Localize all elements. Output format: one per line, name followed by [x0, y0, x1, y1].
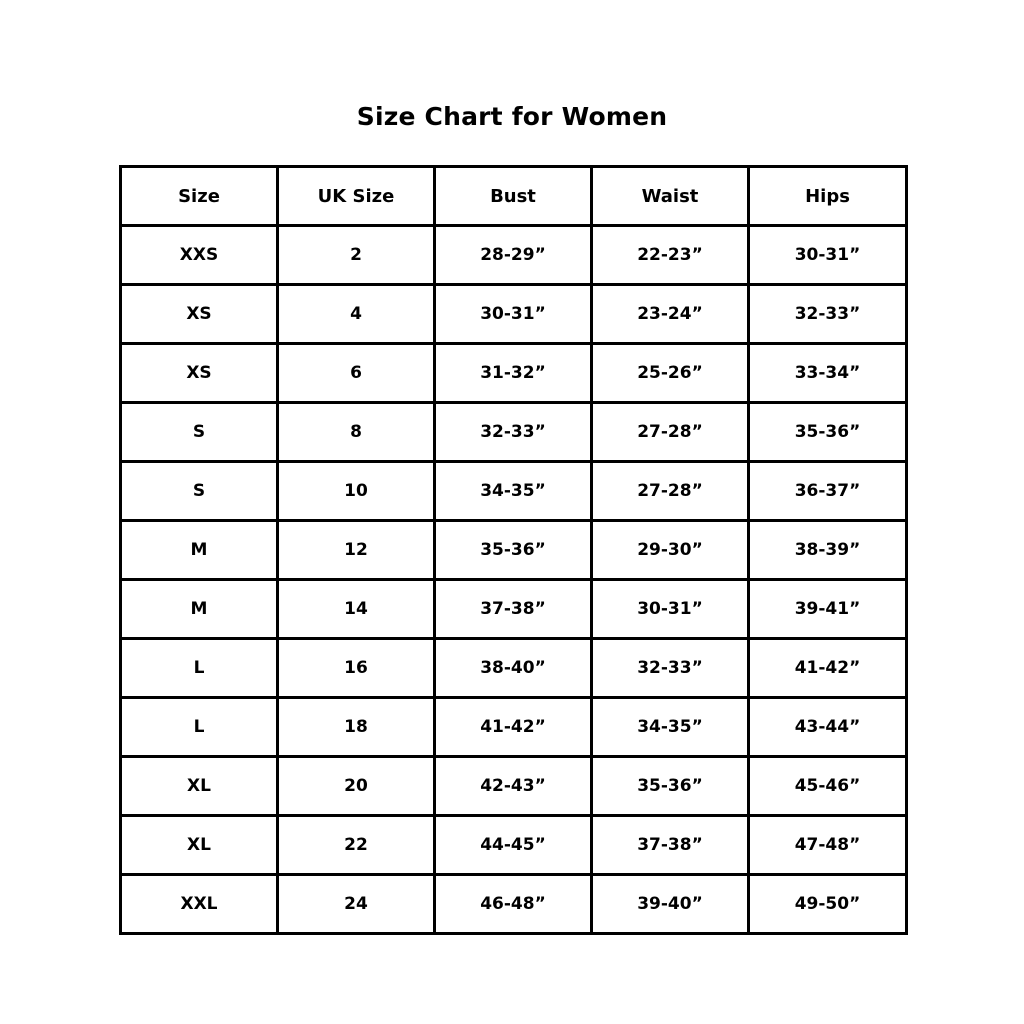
table-row: [121, 226, 907, 285]
cell-uk-size: 4: [278, 285, 435, 344]
cell-hips: 45-46”: [749, 757, 907, 816]
table-row: [121, 521, 907, 580]
cell-size: XXL: [121, 875, 278, 934]
cell-hips: 35-36”: [749, 403, 907, 462]
cell-waist: 37-38”: [592, 816, 749, 875]
cell-size: XL: [121, 816, 278, 875]
cell-uk-size: 14: [278, 580, 435, 639]
column-header-waist: Waist: [592, 167, 749, 226]
cell-bust: 35-36”: [435, 521, 592, 580]
cell-uk-size: 20: [278, 757, 435, 816]
column-header-uk-size: UK Size: [278, 167, 435, 226]
table-row: [121, 875, 907, 934]
cell-bust: 32-33”: [435, 403, 592, 462]
cell-bust: 30-31”: [435, 285, 592, 344]
cell-size: L: [121, 698, 278, 757]
cell-hips: 41-42”: [749, 639, 907, 698]
cell-hips: 36-37”: [749, 462, 907, 521]
cell-size: L: [121, 639, 278, 698]
cell-uk-size: 22: [278, 816, 435, 875]
table-row: [121, 285, 907, 344]
table-row: [121, 403, 907, 462]
table-row: [121, 698, 907, 757]
cell-size: XS: [121, 285, 278, 344]
table-row: [121, 462, 907, 521]
column-header-size: Size: [121, 167, 278, 226]
cell-waist: 22-23”: [592, 226, 749, 285]
cell-waist: 39-40”: [592, 875, 749, 934]
cell-hips: 38-39”: [749, 521, 907, 580]
table-header: [121, 167, 907, 226]
cell-bust: 31-32”: [435, 344, 592, 403]
cell-size: S: [121, 462, 278, 521]
cell-uk-size: 16: [278, 639, 435, 698]
cell-waist: 34-35”: [592, 698, 749, 757]
cell-hips: 47-48”: [749, 816, 907, 875]
cell-bust: 28-29”: [435, 226, 592, 285]
cell-size: XXS: [121, 226, 278, 285]
cell-hips: 49-50”: [749, 875, 907, 934]
cell-uk-size: 18: [278, 698, 435, 757]
size-chart-table: [119, 165, 908, 935]
cell-uk-size: 24: [278, 875, 435, 934]
cell-bust: 38-40”: [435, 639, 592, 698]
cell-uk-size: 8: [278, 403, 435, 462]
table-header-row: [121, 167, 907, 226]
cell-uk-size: 2: [278, 226, 435, 285]
page-title: Size Chart for Women: [356, 102, 668, 131]
cell-bust: 46-48”: [435, 875, 592, 934]
cell-size: XL: [121, 757, 278, 816]
cell-size: M: [121, 580, 278, 639]
cell-waist: 35-36”: [592, 757, 749, 816]
cell-waist: 29-30”: [592, 521, 749, 580]
cell-waist: 27-28”: [592, 462, 749, 521]
table-row: [121, 757, 907, 816]
column-header-hips: Hips: [749, 167, 907, 226]
cell-waist: 25-26”: [592, 344, 749, 403]
table-body: [121, 226, 907, 934]
cell-bust: 42-43”: [435, 757, 592, 816]
cell-waist: 30-31”: [592, 580, 749, 639]
column-header-bust: Bust: [435, 167, 592, 226]
cell-hips: 32-33”: [749, 285, 907, 344]
cell-bust: 34-35”: [435, 462, 592, 521]
cell-bust: 37-38”: [435, 580, 592, 639]
cell-bust: 44-45”: [435, 816, 592, 875]
table-row: [121, 639, 907, 698]
cell-hips: 30-31”: [749, 226, 907, 285]
cell-waist: 32-33”: [592, 639, 749, 698]
cell-uk-size: 10: [278, 462, 435, 521]
cell-bust: 41-42”: [435, 698, 592, 757]
cell-hips: 43-44”: [749, 698, 907, 757]
cell-uk-size: 6: [278, 344, 435, 403]
table-row: [121, 816, 907, 875]
size-chart-table-wrapper: [119, 165, 905, 935]
table-row: [121, 344, 907, 403]
cell-waist: 27-28”: [592, 403, 749, 462]
cell-size: XS: [121, 344, 278, 403]
cell-size: S: [121, 403, 278, 462]
cell-waist: 23-24”: [592, 285, 749, 344]
cell-hips: 39-41”: [749, 580, 907, 639]
cell-uk-size: 12: [278, 521, 435, 580]
cell-size: M: [121, 521, 278, 580]
table-row: [121, 580, 907, 639]
cell-hips: 33-34”: [749, 344, 907, 403]
